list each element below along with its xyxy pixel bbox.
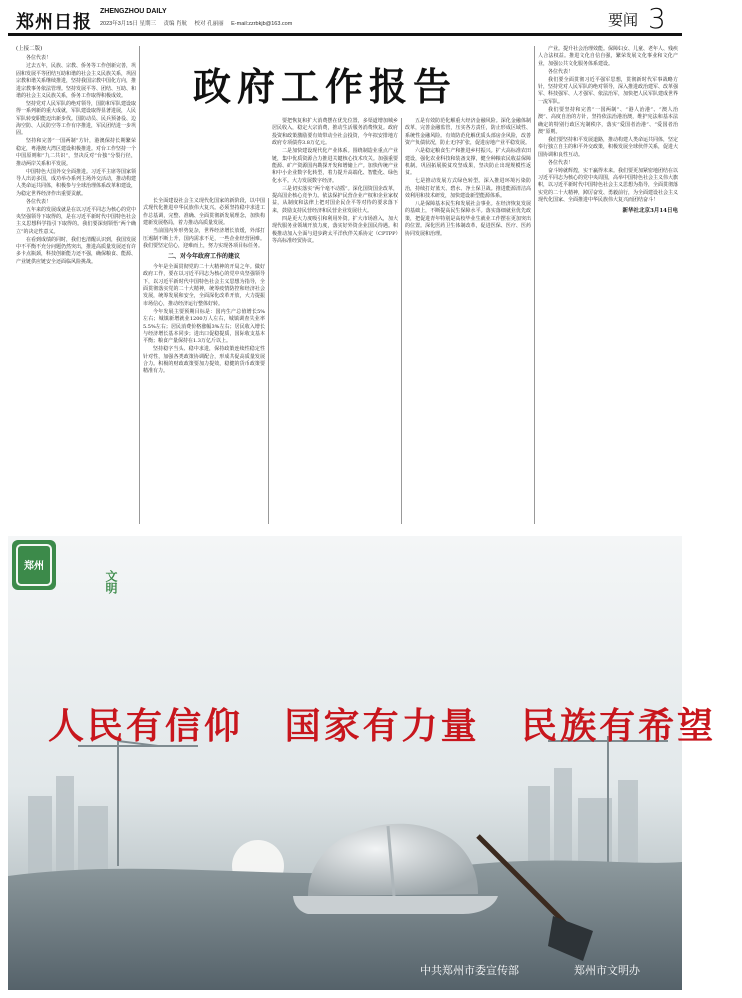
paragraph: 四是更大力度吸引和利用外资。扩大市场准入，加大现代服务业领域开放力度，落实好外资企业国民待遇。积极推动加入全面与进步跨太平洋伙伴关系协定（CPTPP）等高标准经贸协议。: [272, 215, 398, 244]
paragraph: 各位代表！: [548, 68, 574, 75]
paragraph: 奋斗铸就辉煌，实干赢得未来。我们要更加紧密地团结在以习近平同志为核心的党中央周围，高举中国特色社会主义伟大旗帜，以习近平新时代中国特色社会主义思想为指导，全面贯彻落实党的二十大精神，踔厉奋发、勇毅前行，为全面建设社会主义现代化国家、全面推进中华民族伟大复兴而团结奋斗！: [538, 167, 679, 204]
article-column-5: [538, 46, 678, 524]
paragraph: 中国特色大国外交全面推进。习近平主席等国家领导人出访多国，成功举办系列主场外交活动，推动构建人类命运共同体，积极参与全球治理体系改革和建设，为稳定世界经济作出重要贡献。: [16, 168, 137, 197]
column-rule: [268, 198, 269, 524]
paragraph: 我们要全面贯彻习近平强军思想，贯彻新时代军事战略方针，坚持党对人民军队的绝对领导，深入推进政治建军、改革强军、科技强军、人才强军、依法治军，加快把人民军队建成世界一流军队。: [538, 76, 679, 105]
paragraph: 产业。提升社会治理效能。保障妇女、儿童、老年人、残疾人合法权益。推进文化自信自强，繁荣发展文化事业和文化产业，加强公共文化服务体系建设。: [538, 46, 679, 67]
poster-credit-right: 郑州市文明办: [574, 964, 640, 977]
paragraph: 坚持和完善“一国两制”方针，港澳保持长期繁荣稳定，粤港澳大湾区建设积极推进。对台工作坚持一个中国原则和“九二共识”，坚决反对“台独”分裂行径，推动两岸关系和平发展。: [16, 138, 137, 167]
column-rule: [534, 46, 535, 524]
article-title: 政府工作报告: [192, 64, 457, 109]
slogan-part: 人民有信仰: [48, 705, 244, 747]
article-column-2: [143, 198, 265, 524]
article-subhead: 二、对今年政府工作的建议: [167, 253, 240, 261]
paragraph: 过去五年，民族、宗教、侨务等工作创新完善，巩固和发展平等团结互助和谐的社会主义民族关系，巩固宗教和谐关系继续推进，坚持我国宗教中国化方向，推进宗教事务依法管理。坚持发展平等、团结、互助、和谐的社会主义民族关系，侨务工作取得积极成效。: [16, 63, 137, 99]
page-number: 3: [648, 2, 666, 35]
paragraph: 要把恢复和扩大消费摆在优先位置，多渠道增加城乡居民收入，稳定大宗消费，推动生活服务消费恢复。政府投资和政策激励要有效带动全社会投资，今年拟安排地方政府专项债券3.8万亿元。: [272, 118, 398, 147]
paragraph: 各位代表！: [548, 159, 574, 166]
column-rule: [401, 118, 402, 524]
newspaper-english-name: ZHENGZHOU DAILY: [100, 8, 167, 15]
paragraph: 今年是全面贯彻党的二十大精神的开局之年。做好政府工作，要在以习近平同志为核心的党中央坚强领导下，以习近平新时代中国特色社会主义思想为指导，全面贯彻落实党的二十大精神，统筹疫情防控和经济社会发展，统筹发展和安全，全面深化改革开放，大力提振市场信心，推动经济运行整体好转。: [143, 263, 265, 307]
issue-date: 2023年3月15日 星期三: [100, 21, 156, 27]
masthead: [8, 2, 682, 36]
seal-mark: 郑州: [24, 561, 44, 572]
poster-slogan: [48, 698, 717, 749]
issue-email: E-mail:zzrbkjb@163.com: [231, 21, 293, 27]
poster-credit-left: 中共郑州市委宣传部: [420, 964, 519, 977]
paragraph: 七是推动发展方式绿色转型。深入推进环境污染防治，持续打好蓝天、碧水、净土保卫战。推进能源清洁高效利用和技术研发，加快建设新型能源体系。: [405, 178, 531, 200]
article-byline: (上接二版): [16, 46, 43, 52]
paragraph: 五是有效防范化解重大经济金融风险。深化金融体制改革，完善金融监管，压实各方责任，防止形成区域性、系统性金融风险。有效防范化解优质头部房企风险，改善资产负债状况，防止无序扩张，促进房地产业平稳发展。: [405, 118, 531, 147]
issue-meta: [100, 19, 298, 27]
paragraph: 当前国内外形势复杂，世界经济增长放缓，外部打压遏制不断上升，国内需求不足，一些企业经营困难。我们要坚定信心，迎难而上，努力实现各项目标任务。: [143, 228, 265, 249]
seal-text: 文明: [104, 570, 118, 594]
paragraph: 今年发展主要预期目标是：国内生产总值增长5%左右；城镇新增就业1200万人左右，城镇调查失业率5.5%左右；居民消费价格涨幅3%左右；居民收入增长与经济增长基本同步；进出口促稳提质，国际收支基本平衡；粮食产量保持在1.3万亿斤以上。: [143, 308, 265, 345]
civilization-seal-icon: [8, 536, 60, 594]
slogan-part: 国家有力量: [284, 705, 480, 747]
issue-editor: 责编 肖航: [163, 21, 188, 27]
paragraph: 二是加快建设现代化产业体系。围绕制造业重点产业链，集中优质资源合力推进关键核心技术攻关。加强重要能源、矿产资源国内勘探开发和增储上产。加快传统产业和中小企业数字化转型，着力提升高端化、智能化、绿色化水平。大力发展数字经济。: [272, 148, 398, 184]
paragraph: 长全面建设社会主义现代化国家的新阶段，以中国式现代化推进中华民族伟大复兴。必须坚持稳中求进工作总基调，完整、准确、全面贯彻新发展理念，加快构建新发展格局，着力推动高质量发展。: [143, 198, 265, 227]
article-column-3: [272, 118, 398, 524]
paragraph: 我们要坚持和完善“一国两制”、“港人治港”、“澳人治澳”、高度自治的方针，坚持依法治港治澳，维护宪法和基本法确定的特别行政区宪制秩序，落实“爱国者治港”、“爱国者治澳”原则。: [538, 106, 678, 135]
article-credit: 新华社北京3月14日电: [622, 207, 678, 214]
newspaper-logo: 郑州日报: [16, 12, 92, 33]
poster-background: [8, 536, 682, 990]
column-rule: [139, 46, 140, 524]
paragraph: 我们要坚持和平发展道路，推动构建人类命运共同体，坚定奉行独立自主的和平外交政策，积极发展全球伙伴关系，促进大国协调和良性互动。: [538, 136, 679, 158]
section-name: 要闻: [608, 11, 639, 29]
paragraph: 六是稳定粮食生产和推进乡村振兴。扩大高标准农田建设，强化农业科技和装备支撑，健全种粮农民收益保障机制。巩固拓展脱贫攻坚成果，坚决防止出现规模性返贫。: [405, 148, 531, 177]
paragraph: 在看到成绩的同时，我们也清醒认识到，我国发展中不平衡不充分问题仍然突出，推进高质量发展还有许多卡点瓶颈，科技创新能力还不强，确保粮食、能源、产业链供应链安全还面临风险挑战。: [16, 236, 137, 265]
public-service-poster: [8, 536, 717, 990]
paragraph: 各位代表！: [26, 55, 52, 62]
paragraph: 三是切实落实“两个毫不动摇”。深化国资国企改革，提高国企核心竞争力。依法保护民营企业产权和企业家权益，从制度和法律上把对国企民企平等对待的要求落下来，鼓励支持民营经济和民营企业发展壮大。: [272, 185, 398, 214]
article-column-1: [16, 46, 136, 524]
paragraph: 坚持稳字当头、稳中求进，保持政策连续性稳定性针对性，加强各类政策协调配合，形成共促高质量发展合力。积极的财政政策要加力提效，稳健的货币政策要精准有力。: [143, 346, 265, 375]
issue-proofreader: 校对 孔丽丽: [194, 21, 224, 27]
paragraph: 五年来的发展成就是在以习近平同志为核心的党中央坚强领导下取得的，是在习近平新时代中国特色社会主义思想科学指引下取得的。我们要深刻领悟“两个确立”的决定性意义。: [16, 206, 137, 235]
paragraph: 各位代表！: [26, 198, 52, 205]
article-column-4: [405, 118, 531, 524]
paragraph: 坚持党对人民军队的绝对领导，国防和军队建设取得一系列新的重大成就，军队建设取得显著进展，人民军队转变职能迈出新步伐。国防动员、民兵预备役、边海空防、人民防空等工作有序推进，军民团结进一步巩固。: [16, 100, 137, 137]
slogan-part: 民族有希望: [521, 705, 717, 747]
paragraph: 八是保障基本民生和发展社会事业。在经济恢复发展的基础上，不断提高民生保障水平。落实落细就业优先政策，把促进青年特别是高校毕业生就业工作摆在更加突出的位置。深化医药卫生体制改革，促进医保、医疗、医药协同发展和治理。: [405, 200, 531, 237]
